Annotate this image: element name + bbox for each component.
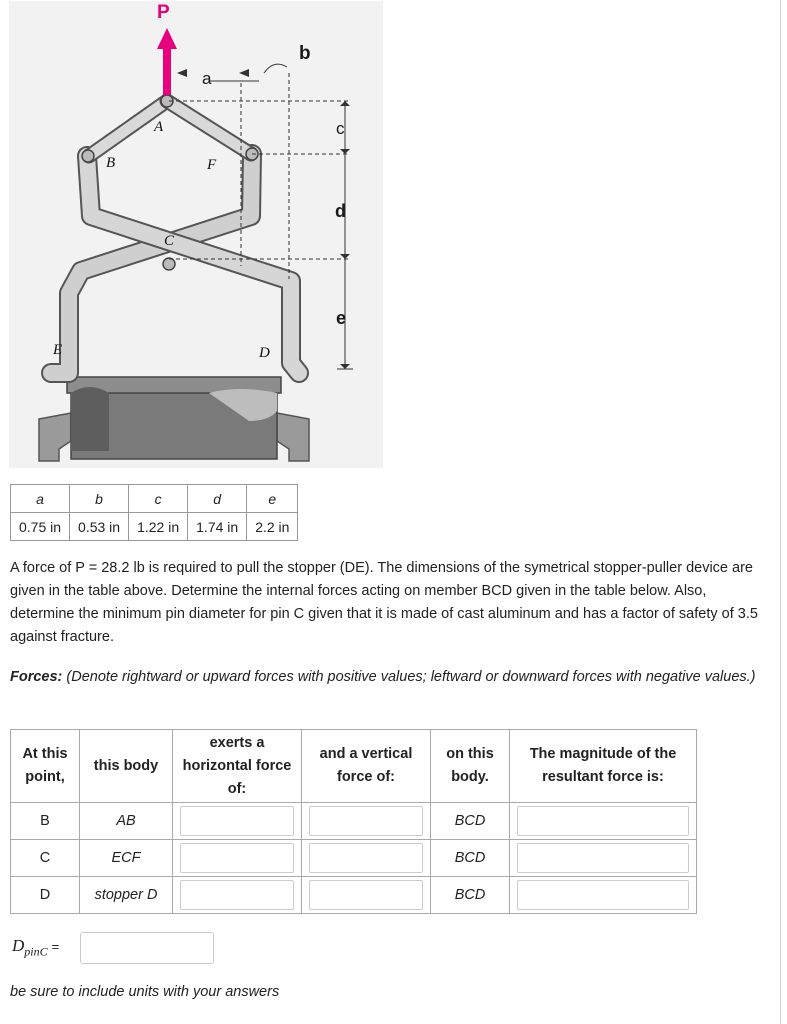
header-vertical: and a vertical force of: bbox=[302, 730, 431, 803]
stopper-body bbox=[39, 377, 309, 461]
cell-magnitude bbox=[510, 803, 697, 840]
dim-header-a: a bbox=[11, 485, 70, 513]
cell-vertical bbox=[302, 877, 431, 914]
dimensions-value-row bbox=[11, 513, 298, 541]
row-point: C bbox=[11, 840, 80, 877]
dim-value-d: 1.74 in bbox=[188, 513, 247, 541]
label-A: A bbox=[154, 119, 164, 135]
page-divider bbox=[780, 0, 781, 1024]
magnitude-input-C[interactable] bbox=[517, 843, 689, 873]
cell-horizontal bbox=[173, 840, 302, 877]
row-on-body: BCD bbox=[431, 840, 510, 877]
cell-horizontal bbox=[173, 877, 302, 914]
table-row bbox=[11, 840, 697, 877]
row-body: ECF bbox=[80, 840, 173, 877]
label-c: c bbox=[336, 119, 345, 138]
vertical-force-input-D[interactable] bbox=[309, 880, 423, 910]
dim-value-e: 2.2 in bbox=[247, 513, 298, 541]
row-on-body: BCD bbox=[431, 803, 510, 840]
table-row bbox=[11, 877, 697, 914]
forces-header-row bbox=[11, 730, 697, 803]
pin-diameter-equals: = bbox=[51, 939, 60, 954]
row-point: B bbox=[11, 803, 80, 840]
dimensions-header-row bbox=[11, 485, 298, 513]
label-B: B bbox=[106, 155, 116, 171]
links-AB-AF bbox=[89, 101, 251, 156]
pin-diameter-input[interactable] bbox=[80, 932, 214, 964]
dimension-arrowheads bbox=[177, 69, 350, 369]
label-b: b bbox=[299, 43, 311, 64]
header-magnitude: The magnitude of the resultant force is: bbox=[510, 730, 697, 803]
label-D: D bbox=[259, 345, 270, 361]
cell-vertical bbox=[302, 840, 431, 877]
magnitude-input-B[interactable] bbox=[517, 806, 689, 836]
dim-value-b: 0.53 in bbox=[70, 513, 129, 541]
pin-diameter-label bbox=[12, 936, 59, 959]
label-C: C bbox=[164, 233, 175, 249]
label-E: E bbox=[53, 342, 63, 358]
dimensions-table bbox=[10, 484, 298, 541]
header-horizontal: exerts a horizontal force of: bbox=[173, 730, 302, 803]
forces-instruction-text: (Denote rightward or upward forces with positive values; leftward or downward forces with negative values.) bbox=[62, 669, 756, 685]
cell-magnitude bbox=[510, 877, 697, 914]
force-arrow-P bbox=[157, 28, 177, 95]
label-P: P bbox=[157, 2, 170, 23]
horizontal-force-input-B[interactable] bbox=[180, 806, 294, 836]
header-body: this body bbox=[80, 730, 173, 803]
dim-value-c: 1.22 in bbox=[129, 513, 188, 541]
units-note: be sure to include units with your answers bbox=[10, 984, 280, 1000]
label-e: e bbox=[336, 308, 347, 328]
dim-header-d: d bbox=[188, 485, 247, 513]
header-point: At this point, bbox=[11, 730, 80, 803]
pin-diameter-subscript: pinC bbox=[24, 944, 48, 959]
pin-diameter-symbol: D bbox=[12, 936, 25, 955]
dim-header-c: c bbox=[129, 485, 188, 513]
dim-value-a: 0.75 in bbox=[11, 513, 70, 541]
magnitude-input-D[interactable] bbox=[517, 880, 689, 910]
row-point: D bbox=[11, 877, 80, 914]
forces-table bbox=[10, 729, 697, 914]
horizontal-force-input-D[interactable] bbox=[180, 880, 294, 910]
label-a: a bbox=[202, 69, 212, 88]
problem-statement: A force of P = 28.2 lb is required to pull the stopper (DE). The dimensions of the symetrical stopper-puller device are given in the table above. Determine the internal forces acting on member BCD given in the table below. Also, determine the minimum pin diameter for pin C given that it is made of cast aluminum and has a factor of safety of 3.5 against fracture. bbox=[10, 560, 758, 645]
stopper-puller-figure bbox=[9, 1, 383, 468]
cell-vertical bbox=[302, 803, 431, 840]
row-on-body: BCD bbox=[431, 877, 510, 914]
row-body: stopper D bbox=[80, 877, 173, 914]
cell-magnitude bbox=[510, 840, 697, 877]
dim-header-e: e bbox=[247, 485, 298, 513]
label-F: F bbox=[207, 157, 217, 173]
vertical-force-input-C[interactable] bbox=[309, 843, 423, 873]
row-body: AB bbox=[80, 803, 173, 840]
cell-horizontal bbox=[173, 803, 302, 840]
header-on-body: on this body. bbox=[431, 730, 510, 803]
dim-header-b: b bbox=[70, 485, 129, 513]
label-d: d bbox=[335, 201, 346, 221]
table-row bbox=[11, 803, 697, 840]
forces-label: Forces: bbox=[10, 669, 63, 685]
horizontal-force-input-C[interactable] bbox=[180, 843, 294, 873]
forces-instruction bbox=[10, 666, 770, 689]
dimension-lines bbox=[169, 64, 353, 369]
vertical-force-input-B[interactable] bbox=[309, 806, 423, 836]
